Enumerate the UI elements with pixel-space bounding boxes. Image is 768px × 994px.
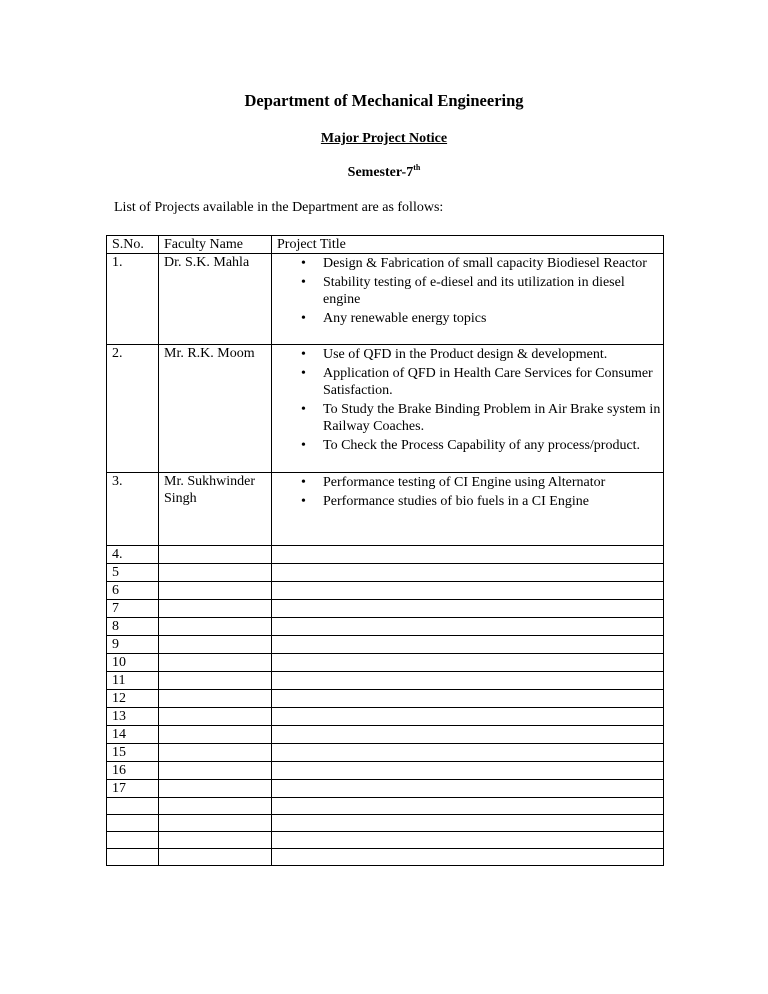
table-row-empty (107, 832, 664, 849)
cell-project-titles (272, 815, 664, 832)
project-title-list (277, 346, 663, 454)
document-title: Department of Mechanical Engineering (244, 91, 524, 110)
table-row-empty (107, 744, 664, 762)
header-sno: S.No. (107, 236, 159, 254)
cell-faculty: Mr. R.K. Moom (159, 345, 272, 473)
cell-project-titles (272, 654, 664, 672)
cell-faculty: Mr. Sukhwinder Singh (159, 473, 272, 546)
project-title-item (301, 474, 663, 491)
cell-project-titles (272, 708, 664, 726)
semester-suffix: th (413, 163, 421, 172)
cell-project-titles (272, 600, 664, 618)
cell-sno: 3. (107, 473, 159, 546)
cell-sno: 16 (107, 762, 159, 780)
cell-sno: 10 (107, 654, 159, 672)
cell-project-titles (272, 473, 664, 546)
semester-label: Semester-7 (347, 165, 414, 180)
cell-project-titles (272, 780, 664, 798)
cell-sno: 2. (107, 345, 159, 473)
project-title-text: Performance studies of bio fuels in a CI Engine (323, 494, 589, 509)
cell-sno: 12 (107, 690, 159, 708)
cell-faculty (159, 600, 272, 618)
cell-sno: 6 (107, 582, 159, 600)
bullet-icon: • (301, 311, 306, 326)
cell-project-titles (272, 345, 664, 473)
cell-sno (107, 798, 159, 815)
project-title-text: To Check the Process Capability of any process/product. (323, 438, 641, 453)
project-title-item (301, 274, 663, 308)
bullet-icon: • (301, 256, 306, 271)
table-row-empty (107, 600, 664, 618)
table-row-empty (107, 564, 664, 582)
cell-faculty (159, 564, 272, 582)
cell-sno: 4. (107, 546, 159, 564)
table-header-row (107, 236, 664, 254)
projects-table-body (107, 236, 664, 866)
project-title-item (301, 437, 663, 454)
cell-faculty (159, 636, 272, 654)
intro-text: List of Projects available in the Department are as follows: (114, 200, 444, 215)
cell-faculty (159, 654, 272, 672)
cell-sno: 1. (107, 254, 159, 345)
project-title-text: Application of QFD in Health Care Services for Consumer Satisfaction. (323, 366, 653, 398)
cell-project-titles (272, 582, 664, 600)
projects-table (106, 235, 664, 866)
bullet-icon: • (301, 494, 306, 509)
project-title-list (277, 474, 663, 510)
project-title-item (301, 255, 663, 272)
cell-sno (107, 849, 159, 866)
table-row (107, 345, 664, 473)
table-row-empty (107, 762, 664, 780)
project-title-text: Use of QFD in the Product design & development. (323, 347, 608, 362)
cell-project-titles (272, 546, 664, 564)
cell-project-titles (272, 564, 664, 582)
bullet-icon: • (301, 402, 306, 417)
cell-faculty (159, 762, 272, 780)
cell-faculty (159, 744, 272, 762)
cell-project-titles (272, 798, 664, 815)
cell-faculty (159, 780, 272, 798)
bullet-icon: • (301, 366, 306, 381)
cell-faculty (159, 815, 272, 832)
table-row-empty (107, 672, 664, 690)
cell-faculty (159, 708, 272, 726)
cell-project-titles (272, 726, 664, 744)
cell-faculty (159, 690, 272, 708)
table-row-empty (107, 636, 664, 654)
table-row-empty (107, 798, 664, 815)
project-title-item (301, 346, 663, 363)
table-row-empty (107, 618, 664, 636)
bullet-icon: • (301, 347, 306, 362)
cell-sno: 15 (107, 744, 159, 762)
project-title-list (277, 255, 663, 327)
cell-project-titles (272, 254, 664, 345)
cell-faculty (159, 726, 272, 744)
project-title-text: Stability testing of e-diesel and its utilization in diesel engine (323, 275, 625, 307)
document-subtitle: Major Project Notice (320, 131, 448, 146)
project-title-text: Performance testing of CI Engine using Alternator (323, 475, 606, 490)
cell-faculty: Dr. S.K. Mahla (159, 254, 272, 345)
cell-sno: 13 (107, 708, 159, 726)
cell-sno: 5 (107, 564, 159, 582)
cell-project-titles (272, 636, 664, 654)
project-title-item (301, 401, 663, 435)
cell-project-titles (272, 690, 664, 708)
header-project-title: Project Title (272, 236, 664, 254)
table-row-empty (107, 654, 664, 672)
cell-project-titles (272, 672, 664, 690)
project-title-item (301, 365, 663, 399)
cell-project-titles (272, 832, 664, 849)
table-row-empty (107, 708, 664, 726)
table-row-empty (107, 690, 664, 708)
cell-faculty (159, 582, 272, 600)
cell-sno: 17 (107, 780, 159, 798)
project-title-text: To Study the Brake Binding Problem in Air Brake system in Railway Coaches. (323, 402, 661, 434)
table-row-empty (107, 815, 664, 832)
table-row (107, 254, 664, 345)
cell-faculty (159, 849, 272, 866)
cell-faculty (159, 672, 272, 690)
cell-faculty (159, 618, 272, 636)
cell-project-titles (272, 744, 664, 762)
project-title-text: Any renewable energy topics (323, 311, 487, 326)
cell-project-titles (272, 618, 664, 636)
table-row-empty (107, 546, 664, 564)
cell-sno (107, 815, 159, 832)
cell-sno: 8 (107, 618, 159, 636)
cell-faculty (159, 798, 272, 815)
cell-faculty (159, 546, 272, 564)
table-row-empty (107, 582, 664, 600)
bullet-icon: • (301, 275, 306, 290)
cell-project-titles (272, 762, 664, 780)
project-title-text: Design & Fabrication of small capacity Biodiesel Reactor (323, 256, 647, 271)
table-row-empty (107, 726, 664, 744)
cell-project-titles (272, 849, 664, 866)
table-row-empty (107, 849, 664, 866)
table-row-empty (107, 780, 664, 798)
semester-heading (0, 165, 768, 181)
bullet-icon: • (301, 438, 306, 453)
bullet-icon: • (301, 475, 306, 490)
cell-sno: 9 (107, 636, 159, 654)
cell-sno: 7 (107, 600, 159, 618)
cell-sno: 11 (107, 672, 159, 690)
project-title-item (301, 310, 663, 327)
cell-sno (107, 832, 159, 849)
header-faculty: Faculty Name (159, 236, 272, 254)
cell-sno: 14 (107, 726, 159, 744)
project-title-item (301, 493, 663, 510)
table-row (107, 473, 664, 546)
cell-faculty (159, 832, 272, 849)
